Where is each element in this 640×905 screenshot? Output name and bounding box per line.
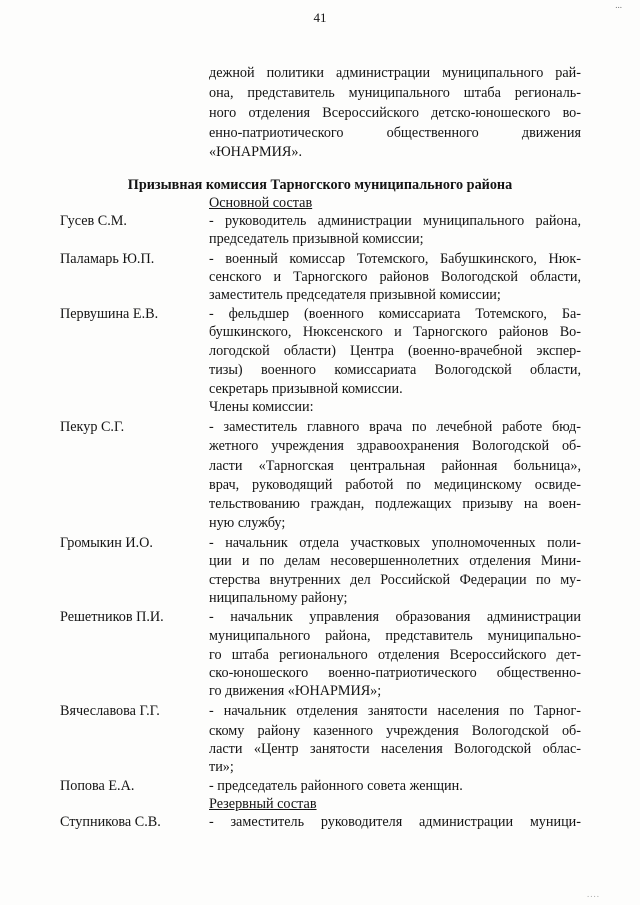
member-role-line: - военный комиссар Тотемского, Бабушкинского, Нюк- (209, 251, 581, 267)
member-name: Гусев С.М. (60, 213, 127, 229)
intro-line: дежной политики администрации муниципального рай- (209, 65, 581, 81)
member-role-line: - председатель районного совета женщин. (209, 778, 463, 794)
member-role-line: ласти «Центр занятости населения Вологодской облас- (209, 741, 581, 757)
members-heading: Члены комиссии: (209, 399, 314, 415)
member-role-line: ции и по делам несовершеннолетних отделения Мини- (209, 553, 581, 569)
member-role-line: - начальник отдела участковых уполномоченных поли- (209, 535, 581, 551)
member-role-line: - заместитель руководителя администрации муници- (209, 814, 581, 830)
member-role-line: ско-юношеского военно-патриотического общественно- (209, 665, 581, 681)
member-name: Громыкин И.О. (60, 535, 153, 551)
member-role-line: бушкинского, Нюксенского и Тарногского районов Во- (209, 324, 581, 340)
member-role-line: го штаба регионального отделения Всероссийского дет- (209, 647, 581, 663)
corner-mark: ... (615, 0, 622, 10)
bottom-mark: .... (587, 889, 600, 899)
member-role-line: тельствованию граждан, подлежащих призыву на воен- (209, 496, 581, 512)
member-role-line: стерства внутренних дел Российской Федерации по му- (209, 572, 581, 588)
member-name: Ступникова С.В. (60, 814, 161, 830)
member-role-line: ти»; (209, 759, 234, 775)
member-name: Паламарь Ю.П. (60, 251, 155, 267)
page-number: 41 (313, 10, 327, 25)
member-role-line: - фельдшер (военного комиссариата Тотемского, Ба- (209, 306, 581, 322)
member-role-line: муниципального района, представитель муниципально- (209, 628, 581, 644)
member-role-line: - руководитель администрации муниципального района, (209, 213, 581, 229)
member-role-line: секретарь призывной комиссии. (209, 381, 403, 397)
intro-line: енно-патриотического общественного движения (209, 125, 581, 141)
member-name: Вячеславова Г.Г. (60, 703, 160, 719)
member-name: Решетников П.И. (60, 609, 164, 625)
member-name: Попова Е.А. (60, 778, 135, 794)
member-role-line: заместитель председателя призывной комиссии; (209, 287, 501, 303)
member-role-line: - начальник управления образования администрации (209, 609, 581, 625)
member-name: Первушина Е.В. (60, 306, 159, 322)
reserve-heading: Резервный состав (209, 796, 317, 812)
main-heading: Основной состав (209, 195, 313, 211)
member-name: Пекур С.Г. (60, 419, 125, 435)
member-role-line: тизы) военного комиссариата Вологодской области, (209, 362, 581, 378)
member-role-line: - начальник отделения занятости населения по Тарног- (209, 703, 581, 719)
member-role-line: ную службу; (209, 515, 286, 531)
member-role-line: скому району казенного учреждения Вологодской об- (209, 723, 581, 739)
section-title: Призывная комиссия Тарногского муниципального района (127, 177, 513, 193)
member-role-line: жетного учреждения здравоохранения Вологодской об- (209, 438, 581, 454)
member-role-line: ниципальному району; (209, 590, 348, 606)
member-role-line: врач, руководящий работой по медицинскому освиде- (209, 477, 581, 493)
member-role-line: председатель призывной комиссии; (209, 231, 424, 247)
member-role-line: ласти «Тарногская центральная районная больница», (209, 458, 581, 474)
intro-line: «ЮНАРМИЯ». (209, 144, 303, 160)
intro-line: ного отделения Всероссийского детско-юношеского во- (209, 105, 581, 121)
intro-line: она, представитель муниципального штаба региональ- (209, 85, 581, 101)
member-role-line: сенского и Тарногского районов Вологодской области, (209, 269, 581, 285)
member-role-line: логодской области) Центра (военно-врачебной экспер- (209, 343, 581, 359)
member-role-line: го движения «ЮНАРМИЯ»; (209, 683, 382, 699)
member-role-line: - заместитель главного врача по лечебной работе бюд- (209, 419, 581, 435)
